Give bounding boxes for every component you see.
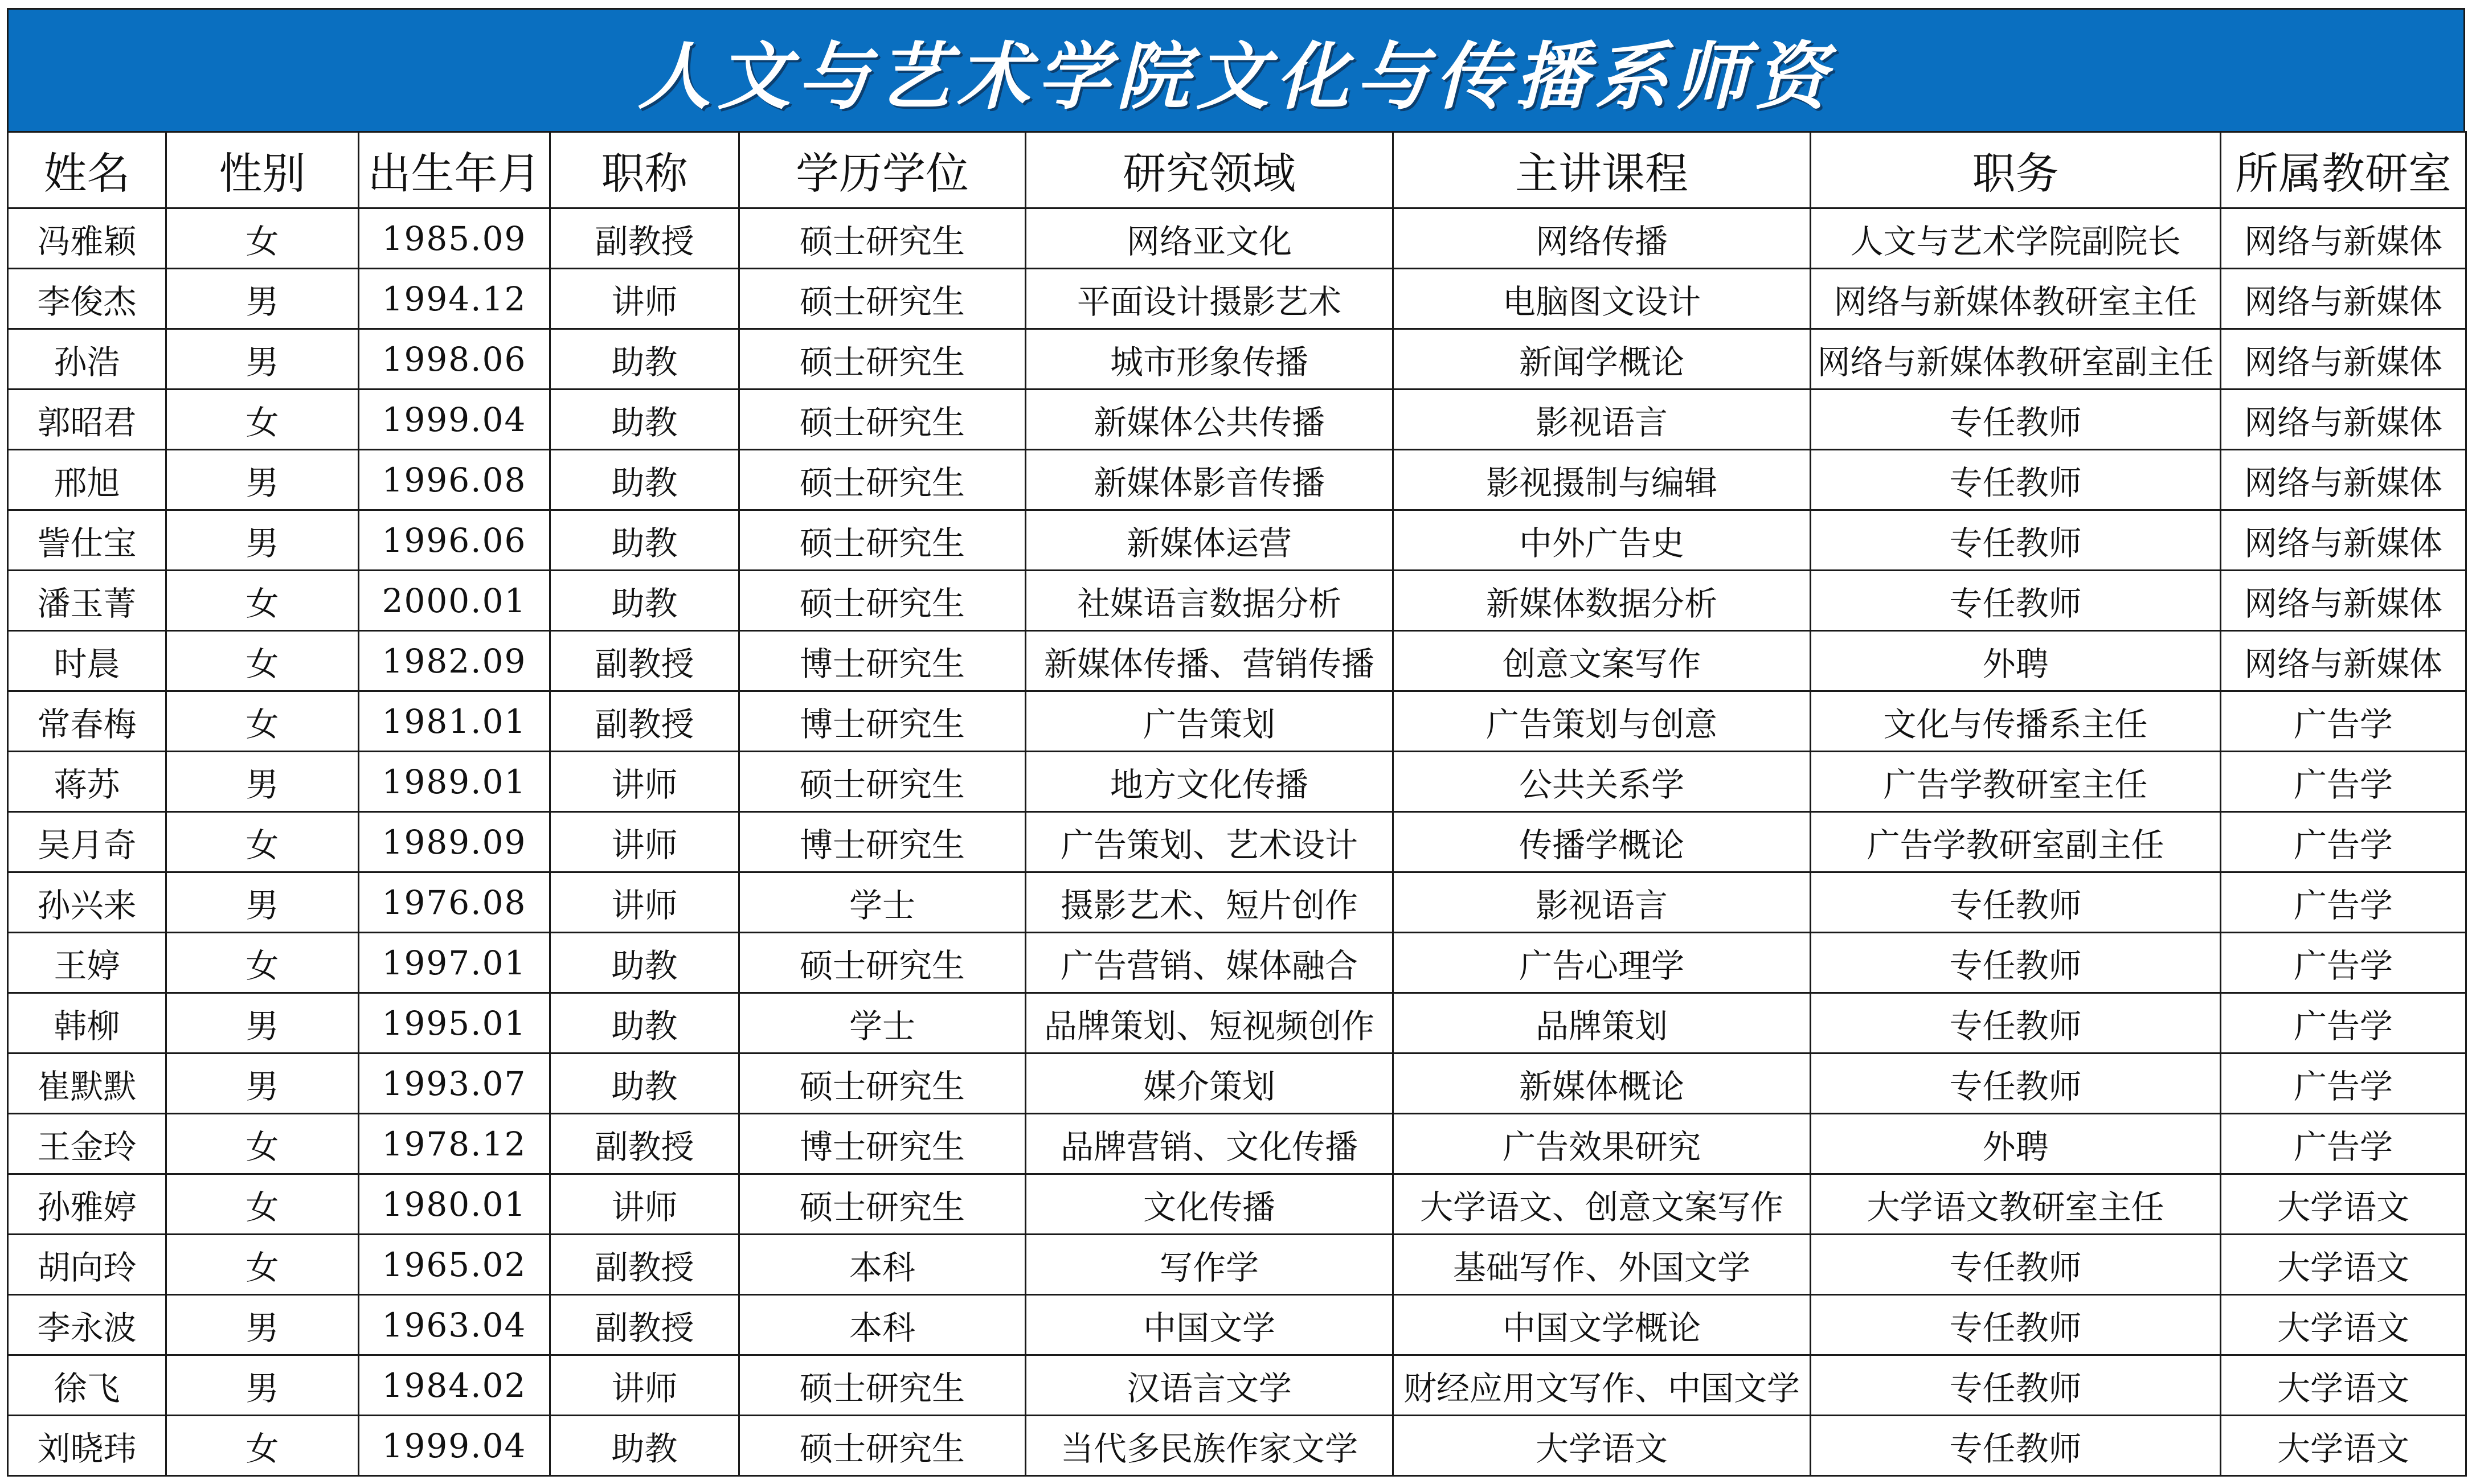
cell-name: 冯雅颖 [8, 208, 166, 269]
cell-name: 李俊杰 [8, 269, 166, 329]
table-row [8, 631, 2466, 691]
cell-department: 广告学 [2221, 993, 2466, 1053]
cell-position: 专任教师 [1811, 993, 2221, 1053]
cell-research: 广告策划、艺术设计 [1026, 812, 1393, 872]
cell-title: 副教授 [550, 631, 739, 691]
cell-research: 网络亚文化 [1026, 208, 1393, 269]
cell-title: 助教 [550, 993, 739, 1053]
cell-gender: 男 [166, 269, 359, 329]
cell-degree: 博士研究生 [739, 691, 1026, 752]
cell-degree: 硕士研究生 [739, 1174, 1026, 1235]
cell-degree: 硕士研究生 [739, 1053, 1026, 1114]
cell-gender: 男 [166, 329, 359, 390]
cell-gender: 女 [166, 812, 359, 872]
cell-birth: 1989.09 [359, 812, 550, 872]
cell-research: 品牌营销、文化传播 [1026, 1114, 1393, 1174]
cell-department: 网络与新媒体 [2221, 208, 2466, 269]
cell-birth: 1993.07 [359, 1053, 550, 1114]
cell-birth: 1996.06 [359, 510, 550, 571]
cell-name: 时晨 [8, 631, 166, 691]
cell-position: 广告学教研室主任 [1811, 752, 2221, 812]
cell-degree: 硕士研究生 [739, 752, 1026, 812]
cell-research: 文化传播 [1026, 1174, 1393, 1235]
cell-courses: 中国文学概论 [1393, 1295, 1811, 1355]
cell-birth: 1982.09 [359, 631, 550, 691]
cell-department: 网络与新媒体 [2221, 571, 2466, 631]
cell-name: 常春梅 [8, 691, 166, 752]
cell-title: 助教 [550, 329, 739, 390]
cell-research: 城市形象传播 [1026, 329, 1393, 390]
cell-title: 讲师 [550, 812, 739, 872]
cell-title: 讲师 [550, 752, 739, 812]
cell-department: 广告学 [2221, 933, 2466, 993]
cell-courses: 新闻学概论 [1393, 329, 1811, 390]
cell-position: 外聘 [1811, 1114, 2221, 1174]
cell-courses: 大学语文、创意文案写作 [1393, 1174, 1811, 1235]
cell-degree: 硕士研究生 [739, 571, 1026, 631]
cell-position: 专任教师 [1811, 872, 2221, 933]
faculty-table [7, 131, 2467, 1477]
cell-gender: 男 [166, 1355, 359, 1416]
cell-courses: 影视摄制与编辑 [1393, 450, 1811, 510]
cell-courses: 传播学概论 [1393, 812, 1811, 872]
cell-position: 专任教师 [1811, 1235, 2221, 1295]
cell-degree: 硕士研究生 [739, 450, 1026, 510]
cell-department: 大学语文 [2221, 1235, 2466, 1295]
table-row [8, 1355, 2466, 1416]
cell-research: 新媒体运营 [1026, 510, 1393, 571]
cell-degree: 硕士研究生 [739, 329, 1026, 390]
table-row [8, 1174, 2466, 1235]
cell-courses: 创意文案写作 [1393, 631, 1811, 691]
cell-gender: 男 [166, 1053, 359, 1114]
cell-name: 刘晓玮 [8, 1416, 166, 1476]
cell-degree: 学士 [739, 993, 1026, 1053]
cell-research: 广告营销、媒体融合 [1026, 933, 1393, 993]
cell-courses: 广告效果研究 [1393, 1114, 1811, 1174]
cell-department: 广告学 [2221, 812, 2466, 872]
cell-research: 汉语言文学 [1026, 1355, 1393, 1416]
cell-degree: 硕士研究生 [739, 269, 1026, 329]
cell-research: 当代多民族作家文学 [1026, 1416, 1393, 1476]
cell-gender: 女 [166, 390, 359, 450]
cell-research: 广告策划 [1026, 691, 1393, 752]
cell-courses: 新媒体概论 [1393, 1053, 1811, 1114]
table-row [8, 329, 2466, 390]
table-row [8, 390, 2466, 450]
cell-name: 韩柳 [8, 993, 166, 1053]
cell-gender: 女 [166, 1416, 359, 1476]
table-body [8, 208, 2466, 1476]
cell-birth: 1998.06 [359, 329, 550, 390]
cell-position: 人文与艺术学院副院长 [1811, 208, 2221, 269]
cell-position: 网络与新媒体教研室副主任 [1811, 329, 2221, 390]
cell-position: 专任教师 [1811, 1295, 2221, 1355]
cell-name: 李永波 [8, 1295, 166, 1355]
cell-position: 专任教师 [1811, 1355, 2221, 1416]
cell-gender: 男 [166, 752, 359, 812]
cell-birth: 1976.08 [359, 872, 550, 933]
cell-birth: 1999.04 [359, 390, 550, 450]
cell-title: 副教授 [550, 1235, 739, 1295]
cell-degree: 硕士研究生 [739, 1416, 1026, 1476]
cell-birth: 1963.04 [359, 1295, 550, 1355]
cell-title: 副教授 [550, 1295, 739, 1355]
cell-birth: 1981.01 [359, 691, 550, 752]
cell-department: 网络与新媒体 [2221, 390, 2466, 450]
cell-research: 新媒体公共传播 [1026, 390, 1393, 450]
cell-name: 訾仕宝 [8, 510, 166, 571]
cell-position: 文化与传播系主任 [1811, 691, 2221, 752]
cell-birth: 1985.09 [359, 208, 550, 269]
cell-department: 广告学 [2221, 1114, 2466, 1174]
faculty-sheet [7, 8, 2465, 1477]
table-row [8, 993, 2466, 1053]
cell-title: 副教授 [550, 208, 739, 269]
cell-research: 地方文化传播 [1026, 752, 1393, 812]
cell-research: 摄影艺术、短片创作 [1026, 872, 1393, 933]
cell-gender: 女 [166, 1235, 359, 1295]
cell-courses: 电脑图文设计 [1393, 269, 1811, 329]
cell-title: 助教 [550, 1416, 739, 1476]
cell-name: 邢旭 [8, 450, 166, 510]
cell-name: 崔默默 [8, 1053, 166, 1114]
cell-department: 网络与新媒体 [2221, 510, 2466, 571]
cell-department: 大学语文 [2221, 1174, 2466, 1235]
cell-gender: 男 [166, 450, 359, 510]
cell-courses: 财经应用文写作、中国文学 [1393, 1355, 1811, 1416]
cell-courses: 新媒体数据分析 [1393, 571, 1811, 631]
cell-title: 讲师 [550, 269, 739, 329]
cell-department: 广告学 [2221, 872, 2466, 933]
cell-birth: 1984.02 [359, 1355, 550, 1416]
cell-name: 蒋苏 [8, 752, 166, 812]
cell-degree: 硕士研究生 [739, 933, 1026, 993]
column-header-name: 姓名 [8, 132, 166, 208]
cell-name: 徐飞 [8, 1355, 166, 1416]
table-row [8, 571, 2466, 631]
cell-department: 大学语文 [2221, 1355, 2466, 1416]
cell-research: 社媒语言数据分析 [1026, 571, 1393, 631]
cell-title: 副教授 [550, 1114, 739, 1174]
cell-courses: 基础写作、外国文学 [1393, 1235, 1811, 1295]
table-row [8, 208, 2466, 269]
cell-degree: 硕士研究生 [739, 208, 1026, 269]
cell-courses: 影视语言 [1393, 390, 1811, 450]
cell-position: 广告学教研室副主任 [1811, 812, 2221, 872]
title-banner [7, 8, 2465, 131]
cell-birth: 1965.02 [359, 1235, 550, 1295]
cell-courses: 品牌策划 [1393, 993, 1811, 1053]
cell-birth: 1978.12 [359, 1114, 550, 1174]
cell-birth: 1980.01 [359, 1174, 550, 1235]
cell-degree: 硕士研究生 [739, 510, 1026, 571]
cell-research: 平面设计摄影艺术 [1026, 269, 1393, 329]
cell-department: 广告学 [2221, 1053, 2466, 1114]
cell-degree: 博士研究生 [739, 812, 1026, 872]
column-header-department: 所属教研室 [2221, 132, 2466, 208]
cell-gender: 女 [166, 1114, 359, 1174]
cell-title: 讲师 [550, 872, 739, 933]
table-row [8, 450, 2466, 510]
table-row [8, 691, 2466, 752]
column-header-position: 职务 [1811, 132, 2221, 208]
column-header-degree: 学历学位 [739, 132, 1026, 208]
cell-department: 大学语文 [2221, 1416, 2466, 1476]
cell-birth: 1989.01 [359, 752, 550, 812]
column-header-research: 研究领域 [1026, 132, 1393, 208]
cell-gender: 男 [166, 1295, 359, 1355]
cell-name: 潘玉菁 [8, 571, 166, 631]
cell-gender: 女 [166, 1174, 359, 1235]
cell-title: 助教 [550, 450, 739, 510]
cell-birth: 1996.08 [359, 450, 550, 510]
table-row [8, 1416, 2466, 1476]
cell-birth: 1999.04 [359, 1416, 550, 1476]
cell-name: 孙雅婷 [8, 1174, 166, 1235]
cell-title: 助教 [550, 1053, 739, 1114]
cell-department: 网络与新媒体 [2221, 450, 2466, 510]
cell-courses: 网络传播 [1393, 208, 1811, 269]
cell-department: 广告学 [2221, 752, 2466, 812]
table-row [8, 872, 2466, 933]
cell-department: 网络与新媒体 [2221, 269, 2466, 329]
cell-courses: 影视语言 [1393, 872, 1811, 933]
cell-position: 网络与新媒体教研室主任 [1811, 269, 2221, 329]
cell-position: 大学语文教研室主任 [1811, 1174, 2221, 1235]
table-row [8, 1235, 2466, 1295]
cell-department: 大学语文 [2221, 1295, 2466, 1355]
cell-name: 胡向玲 [8, 1235, 166, 1295]
cell-degree: 硕士研究生 [739, 1355, 1026, 1416]
cell-title: 助教 [550, 933, 739, 993]
cell-birth: 2000.01 [359, 571, 550, 631]
page-title: 人文与艺术学院文化与传播系师资 [637, 34, 1834, 120]
table-row [8, 510, 2466, 571]
cell-courses: 大学语文 [1393, 1416, 1811, 1476]
cell-degree: 博士研究生 [739, 1114, 1026, 1174]
cell-title: 助教 [550, 571, 739, 631]
cell-gender: 男 [166, 510, 359, 571]
cell-position: 专任教师 [1811, 1053, 2221, 1114]
table-row [8, 752, 2466, 812]
cell-gender: 女 [166, 571, 359, 631]
column-header-courses: 主讲课程 [1393, 132, 1811, 208]
cell-degree: 本科 [739, 1235, 1026, 1295]
table-row [8, 269, 2466, 329]
cell-name: 孙浩 [8, 329, 166, 390]
cell-birth: 1995.01 [359, 993, 550, 1053]
cell-degree: 学士 [739, 872, 1026, 933]
cell-department: 网络与新媒体 [2221, 329, 2466, 390]
cell-birth: 1997.01 [359, 933, 550, 993]
cell-research: 写作学 [1026, 1235, 1393, 1295]
table-row [8, 1053, 2466, 1114]
cell-title: 助教 [550, 390, 739, 450]
cell-title: 讲师 [550, 1174, 739, 1235]
cell-position: 专任教师 [1811, 390, 2221, 450]
cell-title: 助教 [550, 510, 739, 571]
cell-position: 专任教师 [1811, 1416, 2221, 1476]
cell-gender: 男 [166, 993, 359, 1053]
table-row [8, 1114, 2466, 1174]
cell-degree: 硕士研究生 [739, 390, 1026, 450]
cell-gender: 女 [166, 691, 359, 752]
cell-position: 专任教师 [1811, 450, 2221, 510]
column-header-birth: 出生年月 [359, 132, 550, 208]
cell-gender: 女 [166, 208, 359, 269]
table-row [8, 933, 2466, 993]
cell-courses: 中外广告史 [1393, 510, 1811, 571]
cell-research: 品牌策划、短视频创作 [1026, 993, 1393, 1053]
cell-courses: 广告心理学 [1393, 933, 1811, 993]
cell-gender: 男 [166, 872, 359, 933]
cell-gender: 女 [166, 631, 359, 691]
cell-birth: 1994.12 [359, 269, 550, 329]
cell-position: 专任教师 [1811, 571, 2221, 631]
cell-research: 新媒体影音传播 [1026, 450, 1393, 510]
cell-research: 新媒体传播、营销传播 [1026, 631, 1393, 691]
cell-title: 副教授 [550, 691, 739, 752]
cell-degree: 博士研究生 [739, 631, 1026, 691]
cell-courses: 广告策划与创意 [1393, 691, 1811, 752]
cell-position: 外聘 [1811, 631, 2221, 691]
column-header-gender: 性别 [166, 132, 359, 208]
cell-department: 广告学 [2221, 691, 2466, 752]
cell-courses: 公共关系学 [1393, 752, 1811, 812]
cell-name: 王金玲 [8, 1114, 166, 1174]
table-row [8, 812, 2466, 872]
cell-name: 孙兴来 [8, 872, 166, 933]
table-row [8, 1295, 2466, 1355]
cell-department: 网络与新媒体 [2221, 631, 2466, 691]
header-row [8, 132, 2466, 208]
cell-title: 讲师 [550, 1355, 739, 1416]
cell-gender: 女 [166, 933, 359, 993]
cell-degree: 本科 [739, 1295, 1026, 1355]
cell-position: 专任教师 [1811, 933, 2221, 993]
cell-name: 郭昭君 [8, 390, 166, 450]
cell-name: 吴月奇 [8, 812, 166, 872]
column-header-title: 职称 [550, 132, 739, 208]
cell-research: 媒介策划 [1026, 1053, 1393, 1114]
cell-research: 中国文学 [1026, 1295, 1393, 1355]
cell-position: 专任教师 [1811, 510, 2221, 571]
cell-name: 王婷 [8, 933, 166, 993]
